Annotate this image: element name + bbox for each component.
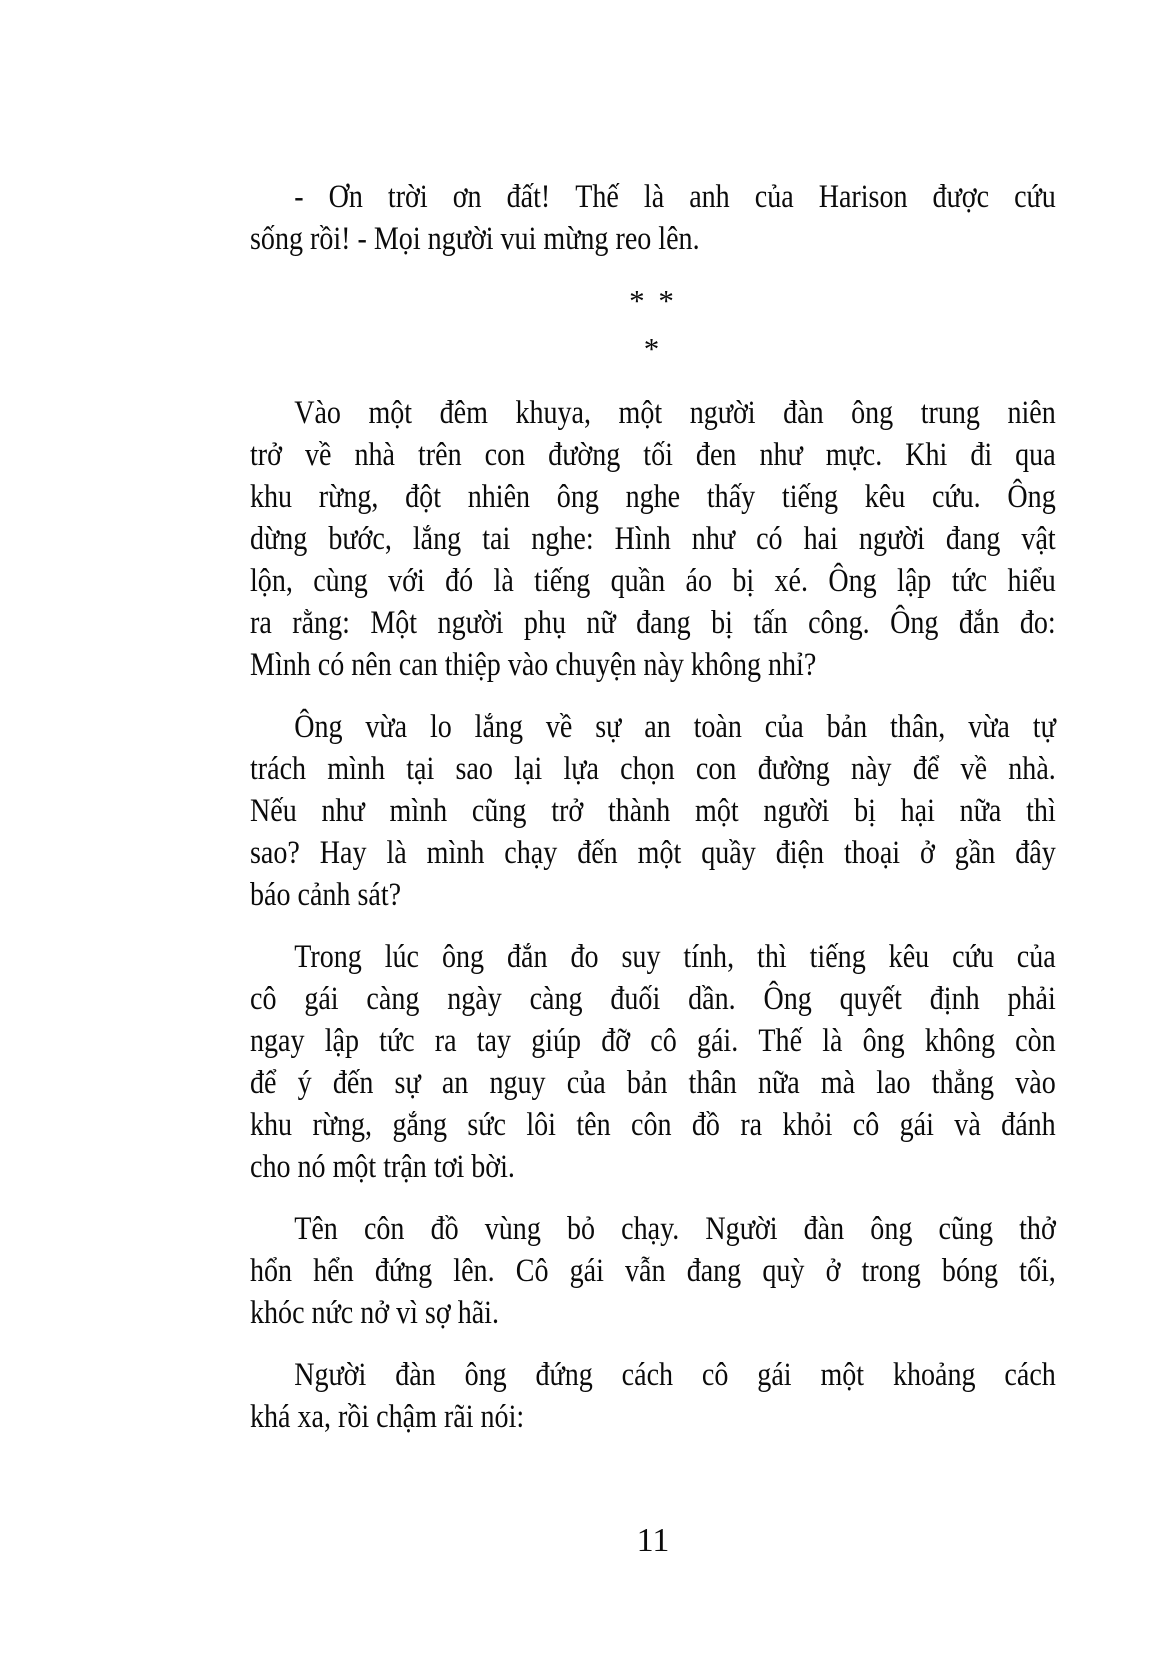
word: quần [610, 563, 666, 599]
text-line [250, 1250, 1056, 1292]
word: dần. [688, 981, 736, 1017]
word: lắng [474, 709, 523, 745]
word: suy [621, 939, 661, 975]
word: với [388, 563, 425, 599]
word: ra [434, 1023, 457, 1059]
word: đàn [803, 1211, 845, 1247]
word: đo: [1019, 605, 1056, 641]
word: tai [482, 521, 511, 557]
word: phải [1007, 981, 1056, 1017]
word: cũng [938, 1211, 994, 1247]
word: gắng [392, 1107, 447, 1143]
word: chạy [504, 835, 558, 871]
word: đất! [506, 179, 551, 215]
word: người [858, 521, 925, 557]
word: hiểu [1007, 563, 1056, 599]
word: Vào [294, 395, 341, 431]
word: cô [250, 981, 277, 1017]
word: để [250, 1065, 277, 1101]
word: thấy [706, 479, 756, 515]
text-line [250, 518, 1056, 560]
word: là [493, 563, 514, 599]
word: toàn [693, 709, 742, 745]
word: lúc [384, 939, 420, 975]
word: Người [705, 1211, 778, 1247]
word: Tên [294, 1211, 338, 1247]
text-line: sống rồi! - Mọi người vui mừng reo lên. [250, 221, 700, 257]
word: cũng [471, 793, 527, 829]
word: cứu [1014, 179, 1056, 215]
word: vào [1015, 1065, 1056, 1101]
word: rừng, [318, 479, 379, 515]
word: là [386, 835, 407, 871]
word: hai [803, 521, 838, 557]
word: Hay [319, 835, 367, 871]
text-line [250, 560, 1056, 602]
word: gần [954, 835, 996, 871]
text-line [250, 602, 1056, 644]
word: một [820, 1357, 865, 1393]
word: được [932, 179, 990, 215]
word: lo [429, 709, 452, 745]
word: tối, [1019, 1253, 1056, 1289]
word: Harison [818, 179, 908, 215]
word: Thế [575, 179, 619, 215]
word: công. [808, 605, 870, 641]
word: đó [445, 563, 474, 599]
word: Trong [294, 939, 362, 975]
word: Ông [890, 605, 939, 641]
text-line: khóc nức nở vì sợ hãi. [250, 1295, 499, 1331]
word: lên. [453, 1253, 495, 1289]
word: gái [569, 1253, 604, 1289]
word: cô [650, 1023, 677, 1059]
word: trên [418, 437, 462, 473]
word: Ông [294, 709, 343, 745]
text-line [250, 978, 1056, 1020]
word: người [763, 793, 830, 829]
word: quỳ [762, 1253, 805, 1289]
word: ơn [452, 179, 482, 215]
word: cứu. [931, 479, 981, 515]
word: mình [389, 793, 448, 829]
word: tính, [683, 939, 735, 975]
text-line: khá xa, rồi chậm rãi nói: [250, 1399, 525, 1435]
text-line [250, 176, 1056, 218]
word: Ông [1007, 479, 1056, 515]
word: như [691, 521, 736, 557]
word: thì [757, 939, 787, 975]
word: có [756, 521, 783, 557]
page-number: 11 [636, 1522, 670, 1559]
text-line [250, 706, 1056, 748]
word: khu [250, 1107, 293, 1143]
word: mình [426, 835, 485, 871]
word: một [618, 395, 663, 431]
word: vừa [365, 709, 408, 745]
word: đến [577, 835, 618, 871]
word: nghe [625, 479, 681, 515]
word: đi [970, 437, 993, 473]
word: sức [467, 1107, 506, 1143]
word: sự [595, 709, 622, 745]
text-line: cho nó một trận tơi bời. [250, 1149, 515, 1185]
word: ngày [447, 981, 502, 1017]
word: quầy [701, 835, 756, 871]
word: đen [695, 437, 737, 473]
word: nghe: [531, 521, 594, 557]
word: cô [701, 1357, 729, 1393]
word: người [689, 395, 756, 431]
text-line [250, 1104, 1056, 1146]
word: kêu [864, 479, 906, 515]
word: đàn [783, 395, 824, 431]
word: tức [379, 1023, 415, 1059]
word: anh [689, 179, 730, 215]
text-line [250, 434, 1056, 476]
word: gái. [696, 1023, 739, 1059]
word: Thế [758, 1023, 803, 1059]
word: định [929, 981, 980, 1017]
word: cứu [952, 939, 994, 975]
word: đây [1015, 835, 1056, 871]
text-line: báo cảnh sát? [250, 877, 402, 913]
word: trách [250, 751, 307, 787]
word: ở [920, 835, 935, 871]
word: nữa [757, 1065, 800, 1101]
word: khỏi [782, 1107, 833, 1143]
word: đến [332, 1065, 374, 1101]
word: của [566, 1065, 606, 1101]
word: đuối [610, 981, 661, 1017]
word: điện [775, 835, 825, 871]
word: rừng, [312, 1107, 373, 1143]
word: đồ [691, 1107, 720, 1143]
word: về [545, 709, 573, 745]
word: con [695, 751, 737, 787]
word: đứng [374, 1253, 433, 1289]
word: bị [711, 605, 733, 641]
word: Người [294, 1357, 367, 1393]
word: bóng [941, 1253, 999, 1289]
word: tự [1032, 709, 1056, 745]
word: như [759, 437, 803, 473]
word: và [954, 1107, 981, 1143]
word: vùng [484, 1211, 541, 1247]
word: lựa [563, 751, 599, 787]
word: ý [297, 1065, 312, 1101]
word: đang [686, 1253, 742, 1289]
word: càng [529, 981, 583, 1017]
word: khuya, [515, 395, 592, 431]
word: như [321, 793, 365, 829]
word: lộn, [250, 563, 293, 599]
word: an [441, 1065, 469, 1101]
word: đắn [507, 939, 548, 975]
word: người [437, 605, 504, 641]
word: thành [607, 793, 671, 829]
word: là [643, 179, 665, 215]
word: chọn [620, 751, 675, 787]
text-line [250, 1020, 1056, 1062]
word: chạy. [621, 1211, 680, 1247]
word: côn [363, 1211, 405, 1247]
word: trời [387, 179, 428, 215]
word: cô [852, 1107, 880, 1143]
word: để [912, 751, 940, 787]
text-line [250, 832, 1056, 874]
word: một [368, 395, 413, 431]
word: vẫn [625, 1253, 666, 1289]
word: thoại [843, 835, 901, 871]
word: một [637, 835, 682, 871]
text-line [250, 790, 1056, 832]
word: một [695, 793, 739, 829]
word: đường [548, 437, 621, 473]
word: hển [313, 1253, 354, 1289]
paragraph [250, 1354, 1056, 1438]
word: trung [920, 395, 980, 431]
word: đo [570, 939, 599, 975]
word: mà [820, 1065, 856, 1101]
word: tại [406, 751, 435, 787]
word: tay [476, 1023, 512, 1059]
word: đồ [430, 1211, 459, 1247]
paragraph [250, 392, 1056, 686]
text-line [250, 1354, 1056, 1396]
word: quyết [839, 981, 902, 1017]
word: đỡ [601, 1023, 631, 1059]
word: lập [897, 563, 932, 599]
text-line [250, 936, 1056, 978]
word: lập [324, 1023, 359, 1059]
word: bị [854, 793, 876, 829]
word: này [851, 751, 892, 787]
word: sự [394, 1065, 421, 1101]
word: ông [464, 1357, 507, 1393]
word: đột [405, 479, 441, 515]
word: lao [876, 1065, 911, 1101]
word: cách [1004, 1357, 1056, 1393]
word: nhiên [467, 479, 531, 515]
word: thân [688, 1065, 737, 1101]
separator-asterisks: * * [629, 283, 677, 318]
word: qua [1015, 437, 1056, 473]
word: bản [826, 709, 868, 745]
paragraph [250, 176, 1056, 260]
word: nhà [354, 437, 395, 473]
word: Ông [763, 981, 812, 1017]
word: bị [732, 563, 755, 599]
word: càng [366, 981, 420, 1017]
paragraph [250, 1208, 1056, 1334]
paragraph [250, 936, 1056, 1188]
word: khu [250, 479, 293, 515]
word: ở [825, 1253, 841, 1289]
word: của [764, 709, 804, 745]
word: Khi [905, 437, 948, 473]
word: hại [900, 793, 935, 829]
word: Ông [828, 563, 877, 599]
word: lôi [526, 1107, 556, 1143]
word: đứng [535, 1357, 593, 1393]
word: ông [441, 939, 485, 975]
word: bước, [328, 521, 392, 557]
text-line: Mình có nên can thiệp vào chuyện này không nhỉ? [250, 647, 817, 683]
text-line [250, 1062, 1056, 1104]
word: ngay [250, 1023, 305, 1059]
word: an [644, 709, 671, 745]
word: Nếu [250, 793, 297, 829]
text-line [250, 1208, 1056, 1250]
word: dừng [250, 521, 308, 557]
word: thẳng [931, 1065, 995, 1101]
word: xé. [774, 563, 809, 599]
word: giúp [531, 1023, 582, 1059]
word: về [304, 437, 332, 473]
word: của [754, 179, 794, 215]
word: lại [514, 751, 543, 787]
word: mực. [825, 437, 883, 473]
word: vật [1021, 521, 1056, 557]
word: trong [861, 1253, 921, 1289]
word: Cô [515, 1253, 549, 1289]
word: tức [951, 563, 988, 599]
word: nữ [586, 605, 616, 641]
word: ra [740, 1107, 763, 1143]
word: đêm [439, 395, 488, 431]
word: tên [576, 1107, 611, 1143]
word: cách [621, 1357, 674, 1393]
word: về [960, 751, 988, 787]
word: phụ [523, 605, 566, 641]
word: trở [551, 793, 584, 829]
text-line [250, 748, 1056, 790]
word: ông [862, 1023, 905, 1059]
word: ông [556, 479, 599, 515]
word: tối [643, 437, 673, 473]
word: bản [626, 1065, 668, 1101]
word: đánh [1001, 1107, 1056, 1143]
word: cùng [313, 563, 368, 599]
word: gái [899, 1107, 934, 1143]
page-text [250, 176, 1056, 1458]
word: con [484, 437, 526, 473]
word: sao? [250, 835, 300, 871]
paragraph [250, 706, 1056, 916]
word: tiếng [781, 479, 839, 515]
word: sao [455, 751, 493, 787]
word: đàn [395, 1357, 436, 1393]
word: - [294, 179, 304, 215]
word: côn [630, 1107, 672, 1143]
word: bỏ [566, 1211, 596, 1247]
word: còn [1015, 1023, 1056, 1059]
word: thì [1026, 793, 1056, 829]
text-line [250, 476, 1056, 518]
word: mình [327, 751, 385, 787]
word: khoảng [892, 1357, 976, 1393]
word: ông [851, 395, 894, 431]
word: hổn [250, 1253, 293, 1289]
word: đang [636, 605, 691, 641]
word: ra [250, 605, 272, 641]
word: lắng [412, 521, 462, 557]
word: Một [370, 605, 418, 641]
word: niên [1007, 395, 1056, 431]
text-line [250, 392, 1056, 434]
word: gái [304, 981, 339, 1017]
word: thân, [889, 709, 946, 745]
word: Hình [614, 521, 671, 557]
word: kêu [888, 939, 930, 975]
word: nhà. [1008, 751, 1056, 787]
word: gái [757, 1357, 792, 1393]
word: đang [945, 521, 1001, 557]
word: của [1016, 939, 1056, 975]
word: tiếng [534, 563, 591, 599]
separator-asterisks: * [643, 331, 663, 366]
word: nguy [489, 1065, 546, 1101]
word: rằng: [292, 605, 350, 641]
word: trở [250, 437, 282, 473]
word: thở [1019, 1211, 1056, 1247]
word: ông [870, 1211, 913, 1247]
word: vừa [968, 709, 1010, 745]
word: đường [757, 751, 830, 787]
word: tiếng [809, 939, 866, 975]
section-separator [250, 280, 1056, 370]
word: Ơn [328, 179, 363, 215]
word: nữa [959, 793, 1002, 829]
word: đắn [958, 605, 1000, 641]
word: tấn [753, 605, 788, 641]
word: là [822, 1023, 843, 1059]
word: áo [685, 563, 712, 599]
word: không [924, 1023, 995, 1059]
